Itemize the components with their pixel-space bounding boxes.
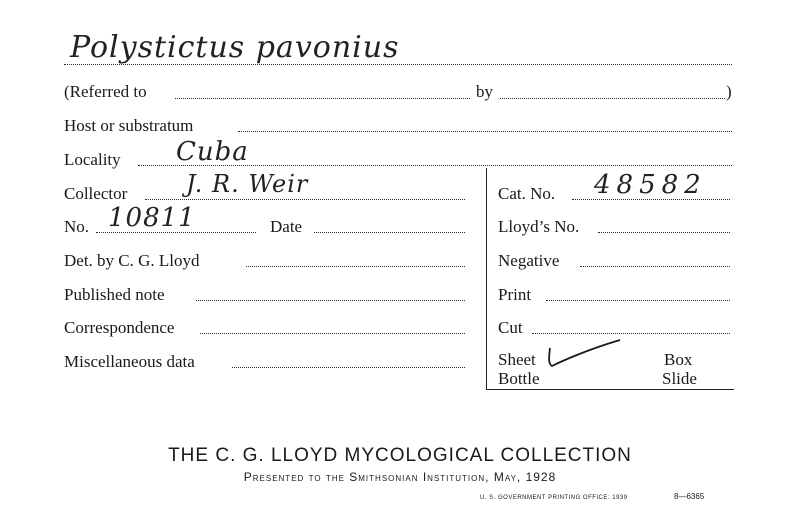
date-dots (314, 232, 465, 233)
by-dots (500, 98, 725, 99)
negative-dots (580, 266, 730, 267)
print-label: Print (498, 285, 532, 304)
misc-label: Miscellaneous data (64, 352, 195, 371)
collector-handwritten: J. R. Weir (186, 170, 309, 198)
host-dots (238, 131, 732, 132)
lloyds-no-label: Lloyd’s No. (498, 217, 580, 236)
box-bottom-border (486, 389, 734, 390)
published-note-label: Published note (64, 285, 165, 304)
box-option-label: Box (664, 350, 693, 369)
collector-label: Collector (64, 184, 128, 203)
number-handwritten: 10811 (108, 203, 196, 233)
collector-dots (145, 199, 465, 200)
date-label: Date (270, 217, 303, 236)
misc-dots (232, 367, 465, 368)
cat-no-label: Cat. No. (498, 184, 556, 203)
sheet-label: Sheet (498, 350, 536, 369)
correspondence-label: Correspondence (64, 318, 175, 337)
host-label: Host or substratum (64, 116, 194, 135)
bottle-label: Bottle (498, 369, 540, 388)
slide-label: Slide (662, 369, 697, 388)
lloyds-no-dots (598, 232, 730, 233)
collection-title: THE C. G. LLOYD MYCOLOGICAL COLLECTION (168, 445, 632, 466)
printing-office-note: U. S. GOVERNMENT PRINTING OFFICE: 1939 (480, 495, 628, 501)
sheet-checkmark (546, 338, 626, 372)
det-by-label: Det. by C. G. Lloyd (64, 251, 200, 270)
form-number: 8—6365 (674, 492, 705, 501)
published-note-dots (196, 300, 465, 301)
by-label: by (476, 82, 493, 101)
number-label: No. (64, 217, 90, 236)
cut-dots (532, 333, 730, 334)
print-dots (546, 300, 730, 301)
det-by-dots (246, 266, 465, 267)
locality-handwritten: Cuba (176, 137, 249, 167)
box-left-border (486, 168, 487, 390)
collection-subtitle: Presented to the Smithsonian Institution, May, 1928 (243, 470, 557, 484)
cut-label: Cut (498, 318, 523, 337)
close-paren: ) (726, 82, 732, 101)
species-dotted-line (64, 64, 732, 65)
referred-to-dots (175, 98, 470, 99)
negative-label: Negative (498, 251, 560, 270)
species-handwritten: Polystictus pavonius (70, 30, 400, 65)
referred-to-label: (Referred to (64, 82, 147, 101)
locality-label: Locality (64, 150, 121, 169)
catalog-number-handwritten: 48582 (594, 170, 707, 200)
correspondence-dots (200, 333, 465, 334)
